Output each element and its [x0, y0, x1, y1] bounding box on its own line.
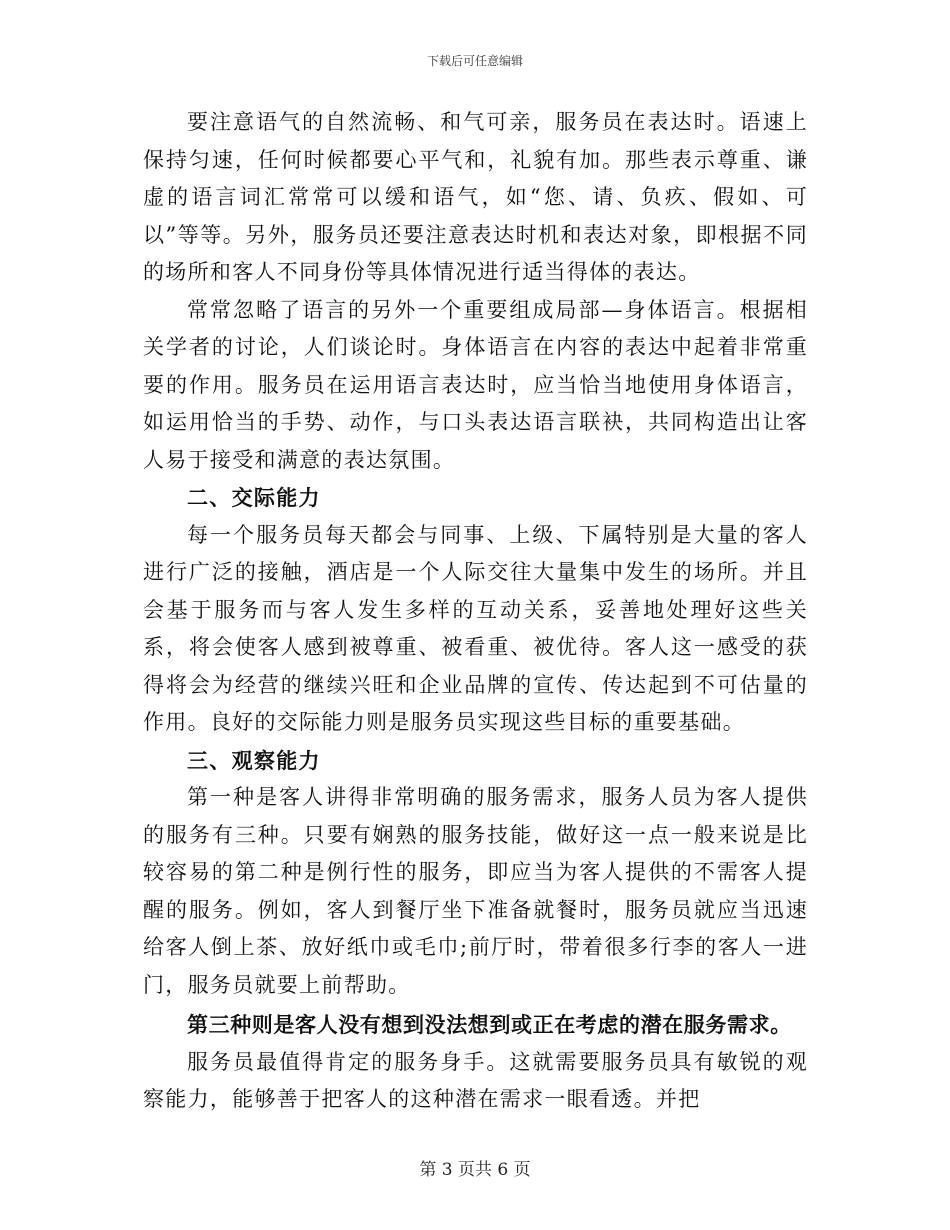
section-heading-communication: 二、交际能力 — [187, 485, 321, 510]
paragraph-body-language: 常常忽略了语言的另外一个重要组成局部—身体语言。根据相关学者的讨论，人们谈论时。身体语言在内容的表达中起着非常重要的作用。服务员在运用语言表达时，应当恰当地使用身体语言，如运用恰当的手势、动作，与口头表达语言联袂，共同构造出让客人易于接受和满意的表达氛围。 — [143, 297, 808, 472]
page-footer: 第 3 页共 6 页 — [419, 1160, 531, 1180]
paragraph-communication: 每一个服务员每天都会与同事、上级、下属特别是大量的客人进行广泛的接触，酒店是一个人际交往大量集中发生的场所。并且会基于服务而与客人发生多样的互动关系，妥善地处理好这些关系，将会使客人感到被尊重、被看重、被优待。客人这一感受的获得将会为经营的继续兴旺和企业品牌的宣传、传达起到不可估量的作用。良好的交际能力则是服务员实现这些目标的重要基础。 — [143, 522, 808, 734]
paragraph-tone: 要注意语气的自然流畅、和气可亲，服务员在表达时。语速上保持匀速，任何时候都要心平气和，礼貌有加。那些表示尊重、谦虚的语言词汇常常可以缓和语气，如“您、请、负疚、假如、可以”等等。另外，服务员还要注意表达时机和表达对象，即根据不同的场所和客人不同身份等具体情况进行适当得体的表达。 — [143, 110, 808, 284]
paragraph-service-skill: 服务员最值得肯定的服务身手。这就需要服务员具有敏锐的观察能力，能够善于把客人的这种潜在需求一眼看透。并把 — [143, 1049, 808, 1111]
paragraph-observation: 第一种是客人讲得非常明确的服务需求，服务人员为客人提供的服务有三种。只要有娴熟的服务技能，做好这一点一般来说是比较容易的第二种是例行性的服务，即应当为客人提供的不需客人提醒的服务。例如，客人到餐厅坐下准备就餐时，服务员就应当迅速给客人倒上茶、放好纸巾或毛巾;前厅时，带着很多行李的客人一进门，服务员就要上前帮助。 — [143, 785, 808, 997]
page-header: 下载后可任意编辑 — [426, 54, 523, 68]
paragraph-third-type-bold: 第三种则是客人没有想到没法想到或正在考虑的潜在服务需求。 — [187, 1012, 792, 1037]
document-body — [143, 104, 808, 1119]
section-heading-observation: 三、观察能力 — [187, 747, 321, 773]
